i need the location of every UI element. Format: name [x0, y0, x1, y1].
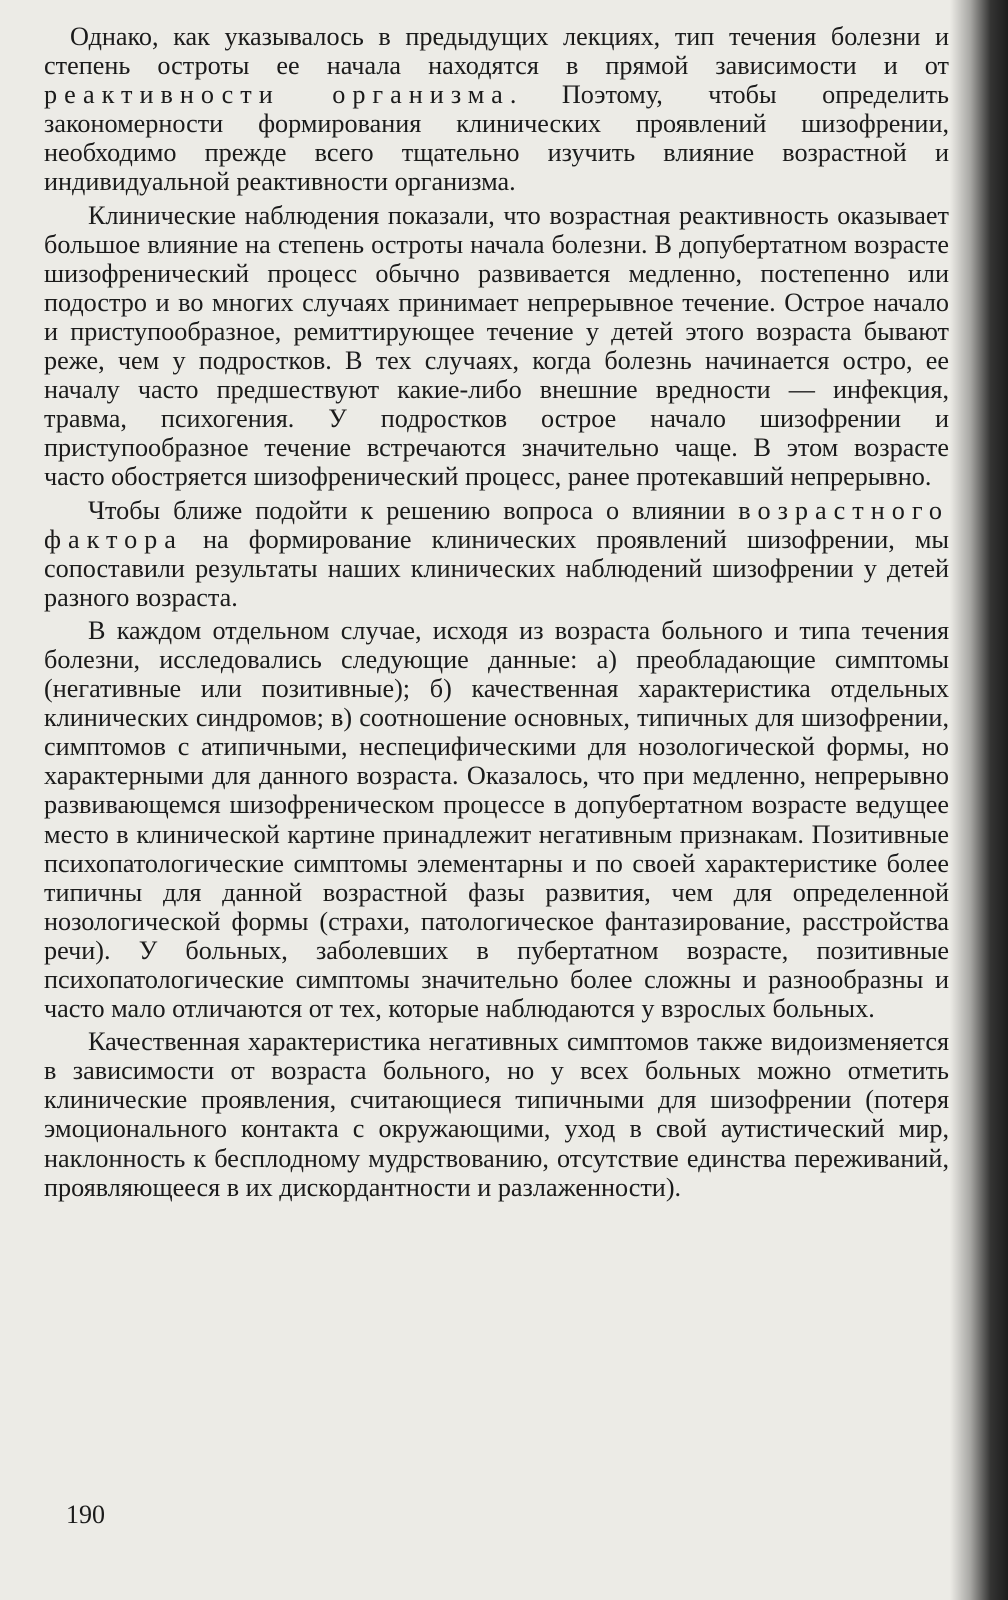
page-number: 190 — [66, 1500, 105, 1529]
paragraph-3 — [44, 496, 949, 612]
paragraph-3-emphasis: возрастного фактора — [44, 495, 949, 554]
paragraph-5-text: Качественная характеристика негативных симптомов также видоизменяется в зависимости от возраста больного, но у всех больных можно отметить клинические проявления, считающиеся типичными для шизофрении (потеря эмоционального контакта с окружающими, уход в свой аутистический мир, наклонность к бесплодному мудрствованию, отсутствие единства переживаний, проявляющееся в их дискордантности и разлаженности). — [44, 1027, 949, 1202]
paragraph-3-part-1: Чтобы ближе подойти к решению вопроса о влиянии — [88, 495, 739, 525]
page-edge-shadow — [950, 0, 1008, 1600]
paragraph-4 — [44, 616, 949, 1023]
paragraph-4-text: В каждом отдельном случае, исходя из возраста больного и типа течения болезни, исследовались следующие данные: а) преобладающие симптомы (негативные или позитивные); б) качественная характеристика отдельных клинических синдромов; в) соотношение основных, типичных для шизофрении, симптомов с атипичными, неспецифическими для нозологической формы, но характерными для данного возраста. Оказалось, что при медленно, непрерывно развивающемся шизофреническом процессе в допубертатном возрасте ведущее место в клинической картине принадлежит негативным признакам. Позитивные психопатологические симптомы элементарны и по своей характеристике более типичны для данной возрастной фазы развития, чем для определенной нозологической формы (страхи, патологическое фантазирование, расстройства речи). У больных, заболевших в пубертатном возрасте, позитивные психопатологические симптомы значительно более сложны и разнообразны и часто мало отличаются от тех, которые наблюдаются у взрослых больных. — [44, 615, 949, 1024]
paragraph-3-part-3: на формирование клинических проявлений шизофрении, мы сопоставили результаты наших клинических наблюдений шизофрении у детей разного возраста. — [44, 524, 949, 612]
paragraph-1-emphasis: реактивности организма — [44, 80, 510, 110]
paragraph-1-part-3: . Поэтому, чтобы определить закономерности формирования клинических проявлений шизофрении, необходимо прежде всего тщательно изучить влияние возрастной и индивидуальной реактивности организма. — [44, 80, 949, 197]
paragraph-5 — [44, 1027, 949, 1202]
body-text — [44, 22, 949, 1206]
paragraph-2 — [44, 201, 949, 492]
paragraph-1-part-1: Однако, как указывалось в предыдущих лекциях, тип течения болезни и степень остроты ее начала находятся в прямой зависимости и от — [44, 22, 949, 81]
paragraph-1 — [44, 22, 949, 197]
paragraph-2-text: Клинические наблюдения показали, что возрастная реактивность оказывает большое влияние на степень остроты начала болезни. В допубертатном возрасте шизофренический процесс обычно развивается медленно, постепенно или подостро и во многих случаях принимает непрерывное течение. Острое начало и приступообразное, ремиттирующее течение у детей этого возраста бывают реже, чем у подростков. В тех случаях, когда болезнь начинается остро, ее началу часто предшествуют какие-либо внешние вредности — инфекция, травма, психогения. У подростков острое начало шизофрении и приступообразное течение встречаются значительно чаще. В этом возрасте часто обостряется шизофренический процесс, ранее протекавший непрерывно. — [44, 200, 949, 492]
